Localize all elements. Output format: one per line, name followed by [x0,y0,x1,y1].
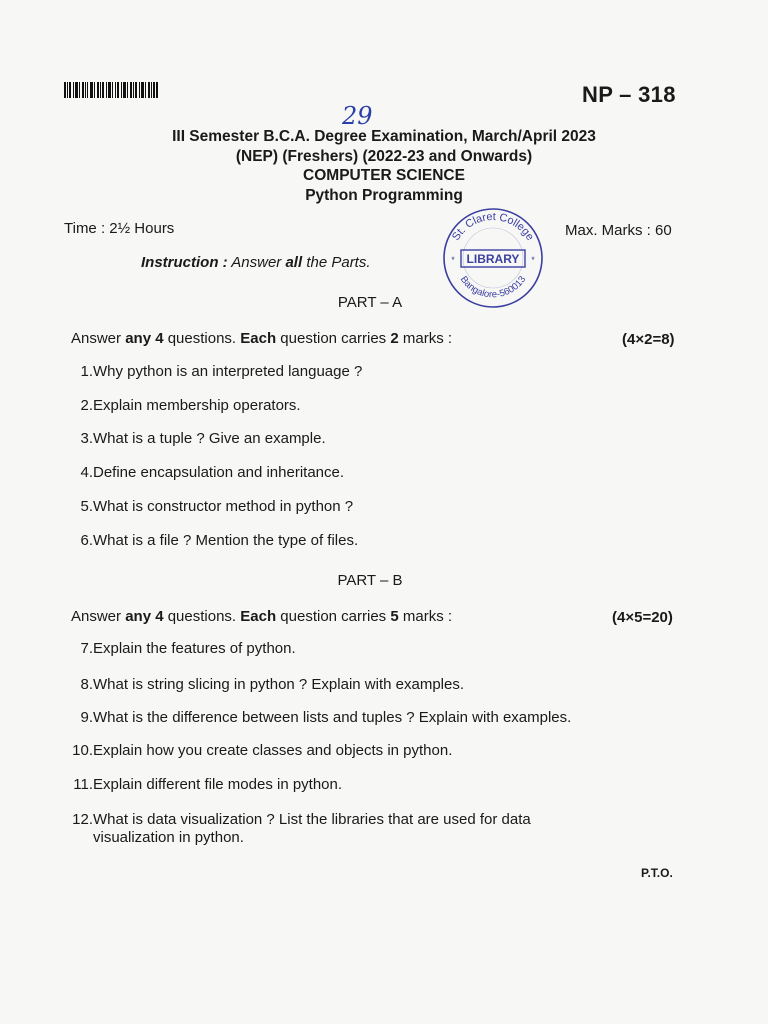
svg-text:*: * [531,255,535,265]
part-a-title: PART – A [337,294,403,311]
instruction-emphasis: all [285,254,303,271]
part-b-instruction: Answer any 4 questions. Each question carries 5 marks : [71,608,453,625]
stamp-bottom-text: Bangalore-560013 [457,274,529,301]
instruction-label: Instruction : [141,254,228,271]
handwritten-number: 29 [342,102,373,130]
barcode [64,82,158,98]
exam-scheme: (NEP) (Freshers) (2022-23 and Onwards) [235,148,533,165]
page-turn-note: P.T.O. [641,866,673,880]
time-allowed: Time : 2½ Hours [64,220,175,237]
question: 5. What is constructor method in python ? [80,498,354,515]
part-b-title: PART – B [337,572,403,589]
stamp-top-text: St. Claret College [450,210,536,243]
question: 12. What is data visualization ? List the libraries that are used for data visualization in python. [72,811,531,846]
question: 9. What is the difference between lists and tuples ? Explain with examples. [80,709,572,726]
question: 2. Explain membership operators. [80,397,301,414]
part-b-marks: (4×5=20) [612,609,673,626]
max-marks: Max. Marks : 60 [565,222,672,239]
stamp-center-text: LIBRARY [466,252,520,266]
subject: COMPUTER SCIENCE [303,167,465,184]
paper-code: NP – 318 [582,82,676,107]
question: 3. What is a tuple ? Give an example. [80,430,326,447]
course-title: Python Programming [305,187,463,204]
question: 1. Why python is an interpreted language ? [80,363,363,380]
part-a-marks: (4×2=8) [622,331,675,348]
question: 10. Explain how you create classes and objects in python. [72,742,453,759]
instruction [141,254,371,271]
part-a-instruction: Answer any 4 questions. Each question carries 2 marks : [71,330,453,347]
svg-text:St. Claret College [450,211,536,243]
exam-title: III Semester B.C.A. Degree Examination, March/April 2023 [172,128,596,145]
instruction-text-end: the Parts. [302,254,371,271]
question: 7. Explain the features of python. [80,640,296,657]
question: 6. What is a file ? Mention the type of files. [80,532,359,549]
question: 8. What is string slicing in python ? Explain with examples. [80,676,465,693]
question: 11. Explain different file modes in python. [73,776,343,793]
instruction-text: Answer [227,254,286,271]
question: 4. Define encapsulation and inheritance. [80,464,345,481]
svg-text:*: * [451,255,455,265]
